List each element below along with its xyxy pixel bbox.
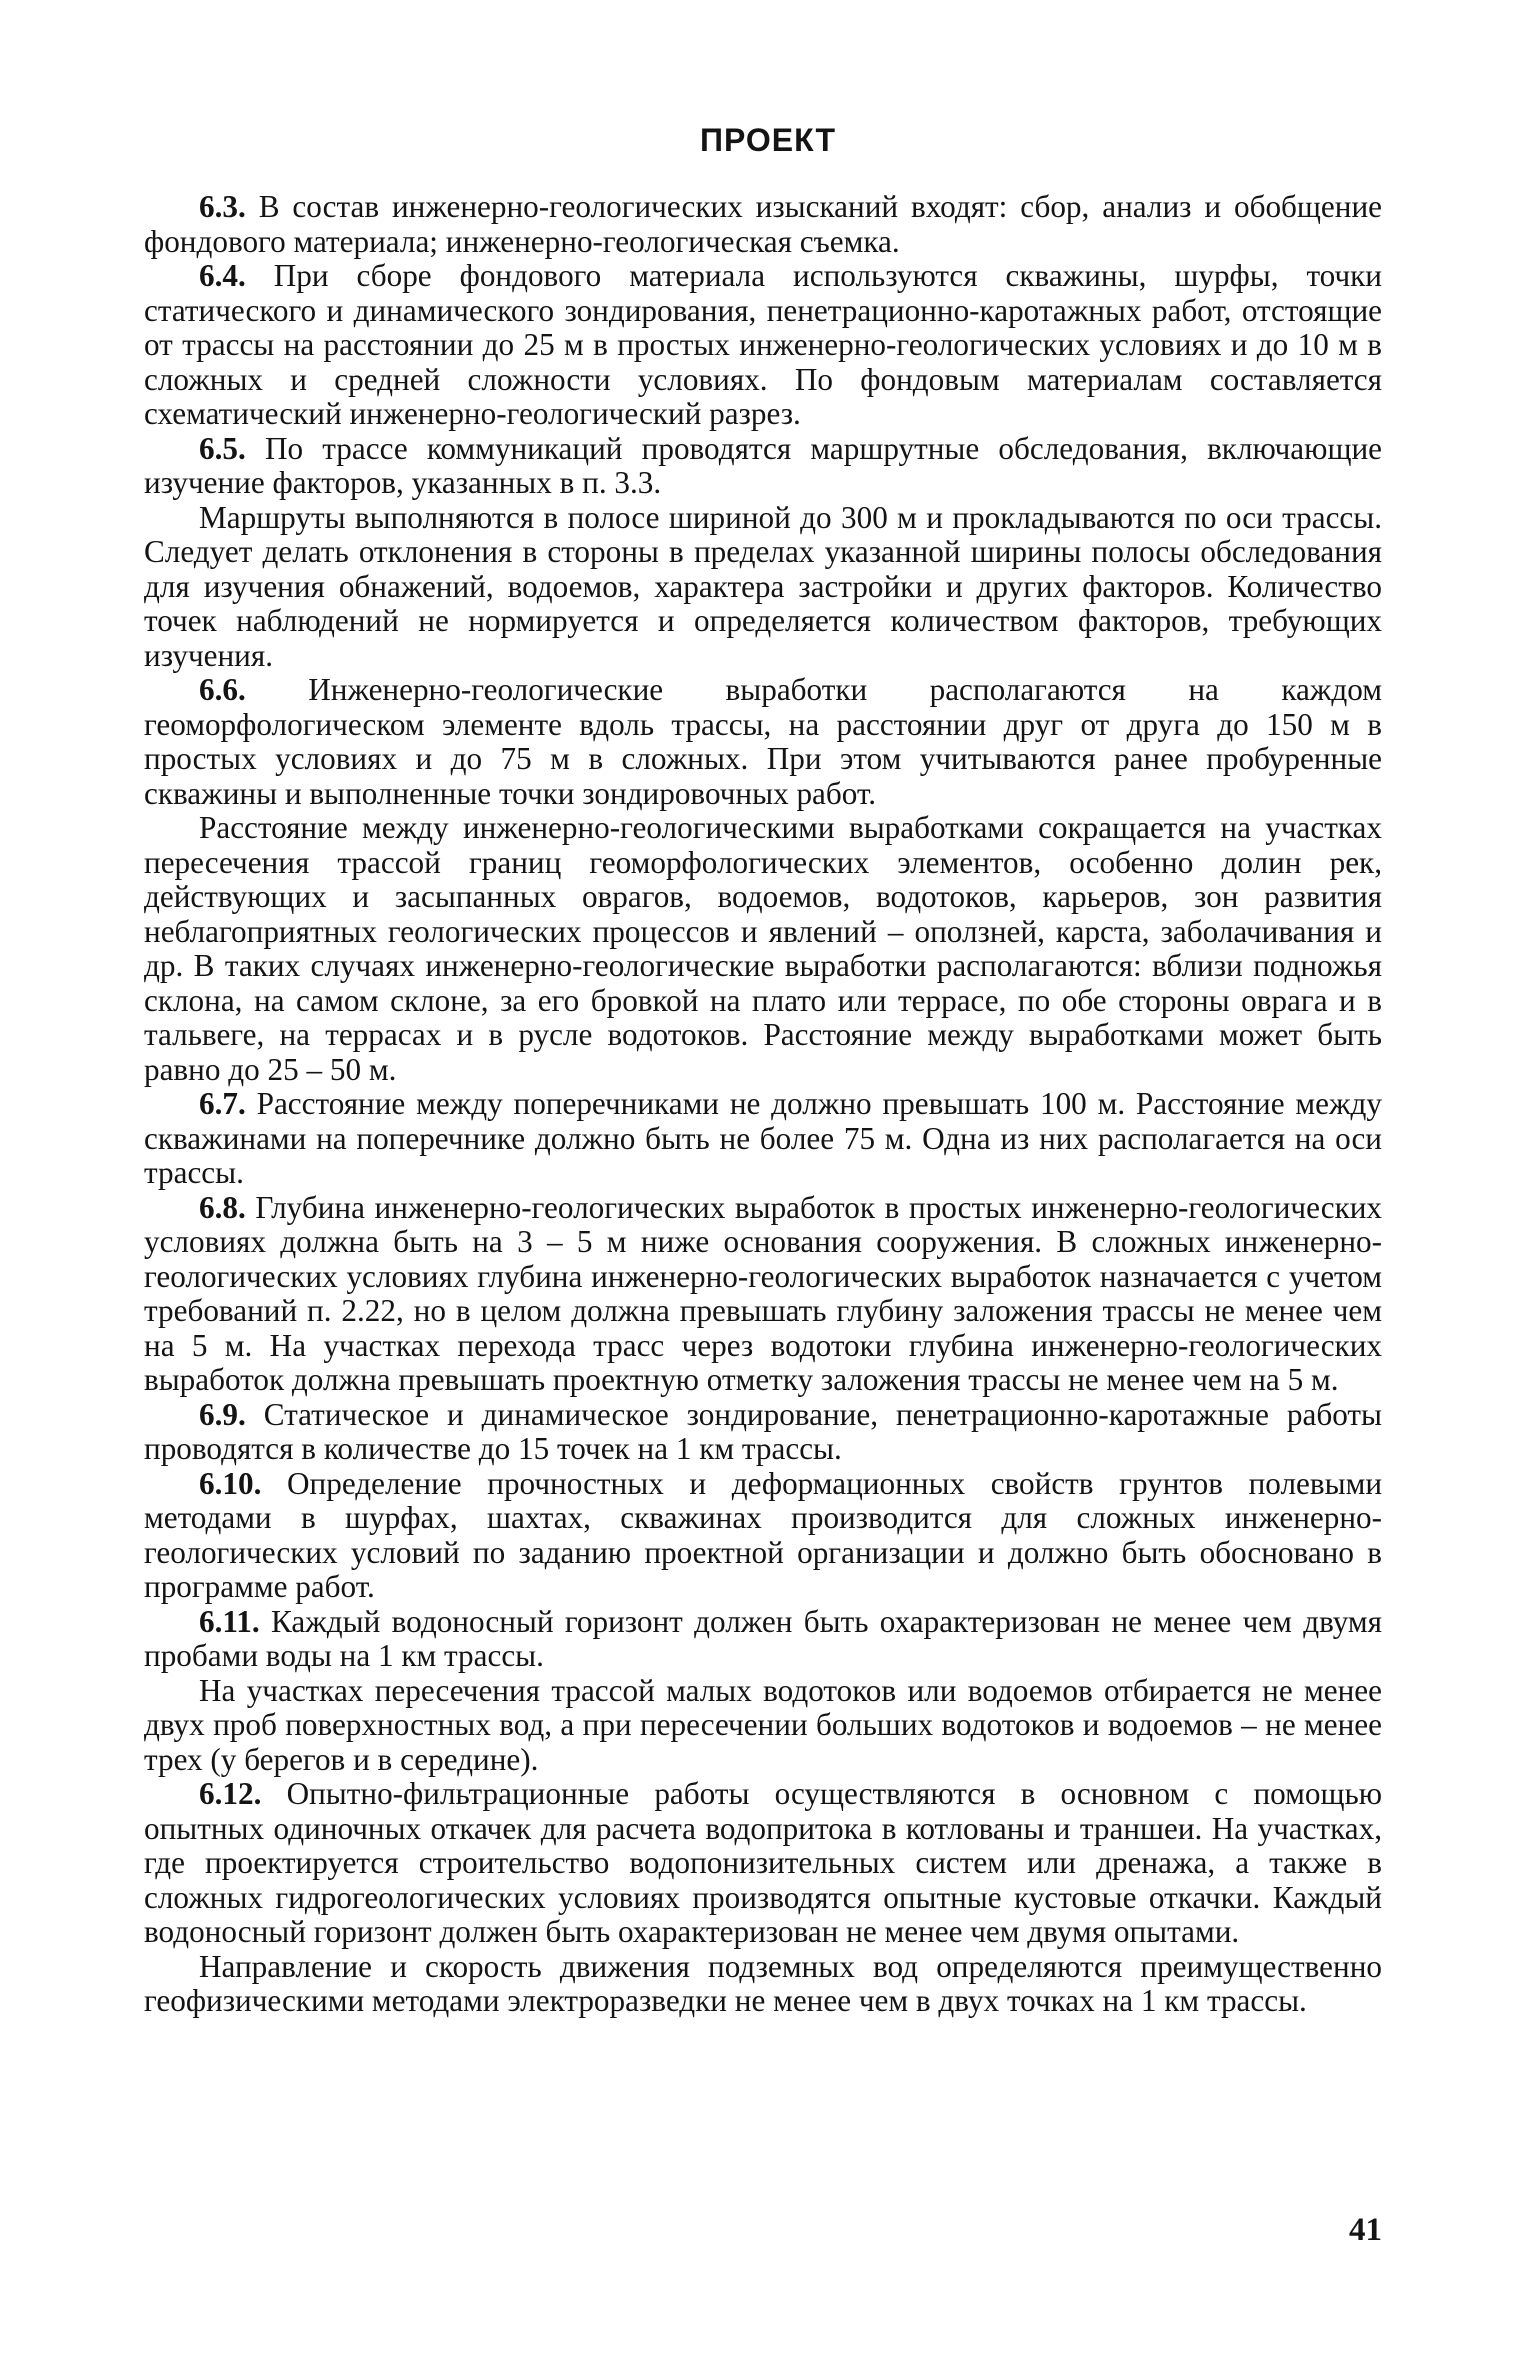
paragraph-text: По трассе коммуникаций проводятся маршрутные обследования, включающие изучение факторов, указанных в п. 3.3.	[144, 430, 1382, 500]
clause-number: 6.5.	[199, 430, 246, 466]
paragraph-6-6	[144, 673, 1382, 811]
paragraph-text: В состав инженерно-геологических изысканий входят: сбор, анализ и обобщение фондового материала; инженерно-геологическая съемка.	[144, 189, 1382, 259]
paragraph-text: Расстояние между поперечниками не должно превышать 100 м. Расстояние между скважинами на поперечнике должно быть не более 75 м. Одна из них располагается на оси трассы.	[144, 1086, 1383, 1190]
paragraph-6-6-distance	[144, 811, 1382, 1087]
body-text	[144, 190, 1382, 2019]
paragraph-text: Направление и скорость движения подземных вод определяются преимущественно геофизическими методами электроразведки не менее чем в двух точках на 1 км трассы.	[144, 1948, 1382, 2018]
paragraph-text: Статическое и динамическое зондирование, пенетрационно-каротажные работы проводятся в количестве до 15 точек на 1 км трассы.	[144, 1396, 1382, 1466]
paragraph-6-5	[144, 432, 1382, 501]
paragraph-text: При сборе фондового материала используются скважины, шурфы, точки статического и динамического зондирования, пенетрационно-каротажных работ, отстоящие от трассы на расстоянии до 25 м в простых инженерно-геологических условиях и до 10 м в сложных и средней сложности условиях. По фондовым материалам составляется схематический инженерно-геологический разрез.	[144, 258, 1382, 431]
paragraph-text: Каждый водоносный горизонт должен быть охарактеризован не менее чем двумя пробами воды на 1 км трассы.	[144, 1603, 1383, 1673]
clause-number: 6.4.	[199, 258, 246, 293]
paragraph-text: Расстояние между инженерно-геологическими выработками сокращается на участках пересечения трассой границ геоморфологических элементов, особенно долин рек, действующих и засыпанных оврагов, водоемов, водотоков, карьеров, зон развития неблагоприятных геологических процессов и явлений – оползней, карста, заболачивания и др. В таких случаях инженерно-геологические выработки располагаются: вблизи подножья склона, на самом склоне, за его бровкой на плато или террасе, по обе стороны оврага и в тальвеге, на террасах и в русле водотоков. Расстояние между выработками может быть равно до 25 – 50 м.	[144, 810, 1382, 1087]
paragraph-6-10	[144, 1467, 1382, 1605]
paragraph-text: Маршруты выполняются в полосе шириной до 300 м и прокладываются по оси трассы. Следует делать отклонения в стороны в пределах указанной ширины полосы обследования для изучения обнажений, водоемов, характера застройки и других факторов. Количество точек наблюдений не нормируется и определяется количеством факторов, требующих изучения.	[144, 499, 1382, 673]
clause-number: 6.9.	[199, 1396, 246, 1432]
paragraph-text: Глубина инженерно-геологических выработок в простых инженерно-геологических условиях должна быть на 3 – 5 м ниже основания сооружения. В сложных инженерно-геологических условиях глубина инженерно-геологических выработок назначается с учетом требований п. 2.22, но в целом должна превышать глубину заложения трассы не менее чем на 5 м. На участках перехода трасс через водотоки глубина инженерно-геологических выработок должна превышать проектную отметку заложения трассы не менее чем на 5 м.	[144, 1189, 1383, 1397]
paragraph-6-12-direction	[144, 1950, 1382, 2019]
paragraph-text: Опытно-фильтрационные работы осуществляются в основном с помощью опытных одиночных откачек для расчета водопритока в котлованы и траншеи. На участках, где проектируется строительство водопонизительных систем или дренажа, а также в сложных гидрогеологических условиях производятся опытные кустовые откачки. Каждый водоносный горизонт должен быть охарактеризован не менее чем двумя опытами.	[144, 1776, 1382, 1949]
page-header: ПРОЕКТ	[699, 122, 837, 158]
paragraph-6-8	[144, 1191, 1382, 1398]
clause-number: 6.6.	[199, 672, 246, 707]
paragraph-6-9	[144, 1398, 1382, 1467]
paragraph-text: Определение прочностных и деформационных свойств грунтов полевыми методами в шурфах, шахтах, скважинах производится для сложных инженерно-геологических условий по заданию проектной организации и должно быть обосновано в программе работ.	[144, 1465, 1383, 1604]
clause-number: 6.8.	[199, 1189, 246, 1225]
paragraph-6-7	[144, 1087, 1382, 1191]
paragraph-6-11	[144, 1605, 1382, 1674]
paragraph-text: Инженерно-геологические выработки располагаются на каждом геоморфологическом элементе вдоль трассы, на расстоянии друг от друга до 150 м в простых условиях и до 75 м в сложных. При этом учитываются ранее пробуренные скважины и выполненные точки зондировочных работ.	[144, 672, 1382, 811]
paragraph-6-5-routes	[144, 501, 1382, 674]
clause-number: 6.7.	[199, 1086, 246, 1121]
paragraph-6-11-samples	[144, 1674, 1382, 1778]
paragraph-6-12	[144, 1777, 1382, 1950]
paragraph-6-4	[144, 259, 1382, 432]
clause-number: 6.3.	[199, 189, 246, 224]
paragraph-text: На участках пересечения трассой малых водотоков или водоемов отбирается не менее двух проб поверхностных вод, а при пересечении больших водотоков и водоемов – не менее трех (у берегов и в середине).	[144, 1672, 1382, 1777]
page-number: 41	[1349, 2212, 1382, 2248]
paragraph-6-3	[144, 190, 1382, 259]
clause-number: 6.11.	[199, 1603, 260, 1639]
clause-number: 6.12.	[199, 1776, 262, 1811]
clause-number: 6.10.	[199, 1465, 262, 1501]
